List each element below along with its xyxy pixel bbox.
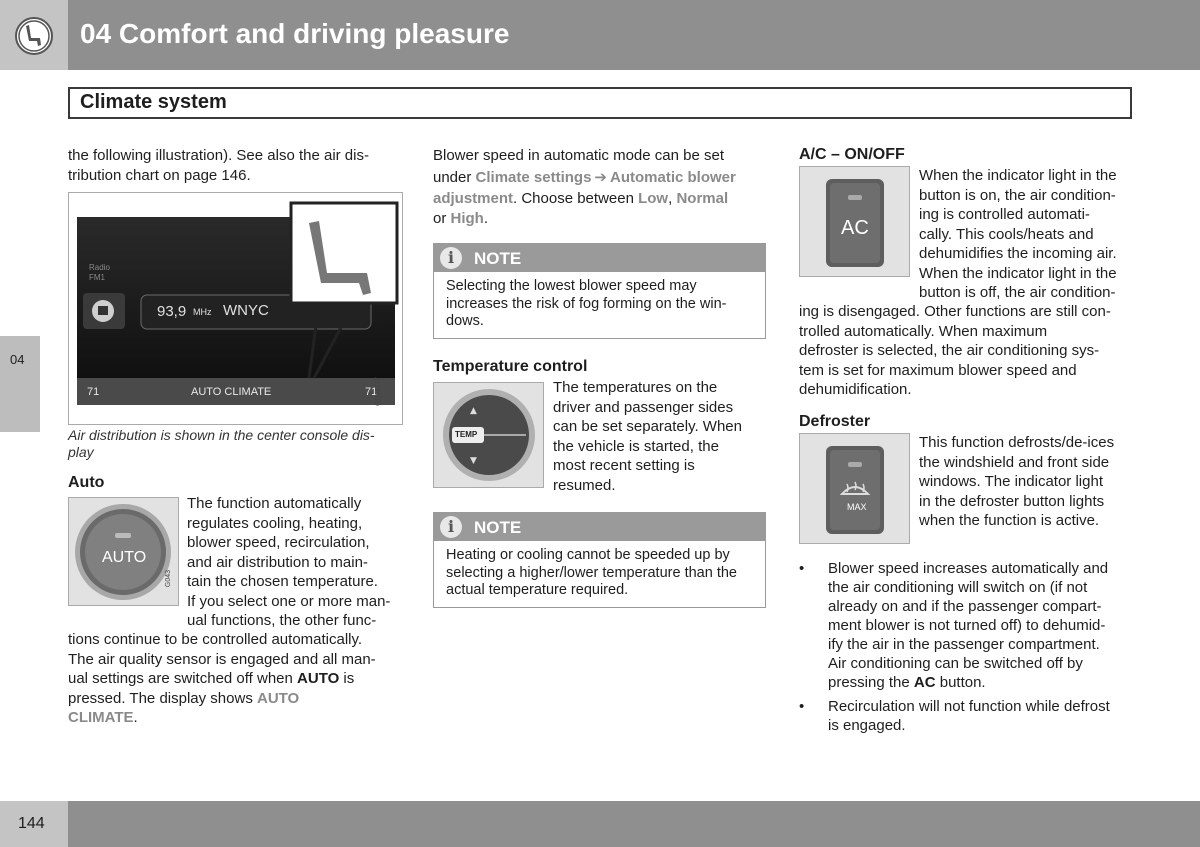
ac-line: button is off, the air condition- — [919, 284, 1116, 301]
auto-line: The air quality sensor is engaged and all man- — [68, 650, 376, 668]
blower-line: adjustment. Choose between Low, Normal — [433, 190, 729, 207]
bullet-line: Air conditioning can be switched off by — [828, 655, 1083, 672]
auto-figure-code: G043 — [165, 570, 172, 588]
figure-caption: Air distribution is shown in the center console dis- play — [68, 427, 375, 460]
display-mhz: MHz — [193, 307, 212, 317]
bullet-list — [799, 559, 1149, 735]
temp-knob-illustration — [434, 383, 543, 487]
temp-line: driver and passenger sides — [553, 398, 734, 416]
bullet-line: ment blower is not turned off) to dehumid- — [828, 617, 1106, 634]
defroster-line: when the function is active. — [919, 512, 1100, 529]
defroster-description — [919, 433, 1139, 531]
blower-line: or High. — [433, 209, 489, 227]
defroster-line: windows. The indicator light — [919, 473, 1103, 490]
temperature-description — [553, 378, 773, 495]
ac-line: dehumidifies the incoming air. — [919, 245, 1117, 262]
note-label: NOTE — [474, 518, 522, 537]
display-figure-code: G043777 — [375, 377, 382, 406]
ac-line: ing is controlled automati- — [919, 206, 1090, 223]
display-fm1-label: FM1 — [89, 273, 105, 282]
note-header — [434, 513, 765, 541]
temp-line: resumed. — [553, 476, 616, 494]
ac-description-continued — [799, 302, 1144, 400]
display-radio-label: Radio — [89, 263, 110, 272]
auto-line: tain the chosen temperature. — [187, 573, 378, 590]
blower-line: Blower speed in automatic mode can be set — [433, 147, 724, 164]
ac-line: When the indicator light in the — [919, 167, 1117, 184]
defroster-button-label: MAX — [847, 502, 867, 512]
note-header — [434, 244, 765, 272]
auto-line: If you select one or more man- — [187, 592, 391, 610]
auto-button-figure — [68, 497, 179, 606]
blower-speed-text — [433, 146, 773, 228]
list-item — [799, 697, 1149, 735]
chapter-title: 04 Comfort and driving pleasure — [80, 18, 510, 49]
section-header — [68, 87, 1132, 119]
ac-description — [919, 166, 1139, 303]
section-title: Climate system — [80, 91, 227, 113]
auto-description-continued — [68, 630, 408, 728]
ac-button-figure — [799, 166, 910, 277]
chapter-side-tab — [0, 336, 40, 432]
info-icon: i — [440, 516, 462, 538]
defroster-heading: Defroster — [799, 413, 871, 430]
auto-line: ual settings are switched off when AUTO is — [68, 670, 355, 687]
auto-heading: Auto — [68, 474, 105, 491]
auto-description — [187, 494, 407, 631]
defroster-line: in the defroster button lights — [919, 492, 1105, 510]
bullet-line: Blower speed increases automatically and — [828, 560, 1109, 577]
note-text: Selecting the lowest blower speed may increases the risk of fog forming on the win-dows. — [446, 278, 727, 329]
auto-line: tions continue to be controlled automatically. — [68, 631, 363, 648]
display-temp-right: 71 — [365, 386, 378, 398]
bullet-line: Recirculation will not function while defrost — [828, 698, 1110, 715]
page-number: 144 — [18, 815, 45, 832]
svg-text:▼: ▼ — [470, 456, 477, 466]
list-item — [799, 559, 1149, 692]
ac-line: dehumidification. — [799, 381, 912, 398]
ac-line: tem is set for maximum blower speed and — [799, 361, 1077, 379]
display-frequency: 93,9 — [157, 303, 187, 320]
footer-bar — [68, 801, 1200, 847]
temperature-heading: Temperature control — [433, 358, 588, 375]
auto-line: The function automatically — [187, 495, 362, 512]
bullet-line: already on and if the passenger compart- — [828, 598, 1102, 615]
chapter-side-tab-label: 04 — [10, 352, 25, 367]
temp-knob-figure — [433, 382, 544, 488]
blower-line: under Climate settings ➔ Automatic blower — [433, 168, 736, 186]
auto-line: ual functions, the other func- — [187, 612, 377, 629]
defroster-line: This function defrosts/de-ices — [919, 434, 1115, 451]
bullet-line: is engaged. — [828, 717, 906, 734]
ac-line: ing is disengaged. Other functions are still con- — [799, 303, 1111, 320]
seat-icon — [14, 16, 54, 56]
temp-knob-label: TEMP — [455, 430, 478, 439]
display-station: WNYC — [223, 302, 269, 319]
note-box-blower — [433, 243, 766, 339]
note-text: Heating or cooling cannot be speeded up by selecting a higher/lower temperature than the actual temperature required. — [446, 547, 737, 598]
ac-line: button is on, the air condition- — [919, 186, 1116, 204]
bullet-line: pressing the AC button. — [828, 674, 986, 691]
defroster-line: the windshield and front side — [919, 453, 1110, 471]
auto-line: regulates cooling, heating, — [187, 514, 363, 532]
ac-heading: A/C – ON/OFF — [799, 146, 905, 163]
bullet-dot: • — [799, 698, 805, 715]
display-temp-left: 71 — [87, 386, 100, 398]
intro-text: the following illustration). See also the air dis- tribution chart on page 146. — [68, 147, 369, 184]
note-label: NOTE — [474, 249, 522, 268]
info-icon: i — [440, 247, 462, 269]
temp-line: The temperatures on the — [553, 379, 718, 396]
auto-line: pressed. The display shows AUTO — [68, 689, 300, 707]
bullet-line: the air conditioning will switch on (if not — [828, 579, 1088, 596]
bullet-dot: • — [799, 560, 805, 577]
ac-line: defroster is selected, the air conditioning sys- — [799, 342, 1100, 359]
ac-line: When the indicator light in the — [919, 264, 1117, 282]
defroster-button-illustration — [800, 434, 909, 543]
temp-line: most recent setting is — [553, 457, 695, 474]
display-auto-climate: AUTO CLIMATE — [191, 386, 272, 398]
defroster-button-figure — [799, 433, 910, 544]
bullet-line: ify the air in the passenger compartment. — [828, 636, 1100, 653]
temp-line: can be set separately. When — [553, 418, 742, 435]
auto-line: and air distribution to main- — [187, 553, 368, 571]
auto-line: CLIMATE. — [68, 709, 138, 726]
temp-line: the vehicle is started, the — [553, 437, 719, 455]
auto-button-label: AUTO — [102, 549, 147, 566]
console-display-figure — [68, 192, 403, 425]
note-box-temperature — [433, 512, 766, 608]
ac-line: cally. This cools/heats and — [919, 225, 1094, 243]
svg-text:▲: ▲ — [470, 406, 477, 416]
auto-line: blower speed, recirculation, — [187, 534, 370, 551]
ac-button-label: AC — [841, 217, 869, 239]
ac-line: trolled automatically. When maximum — [799, 322, 1048, 340]
